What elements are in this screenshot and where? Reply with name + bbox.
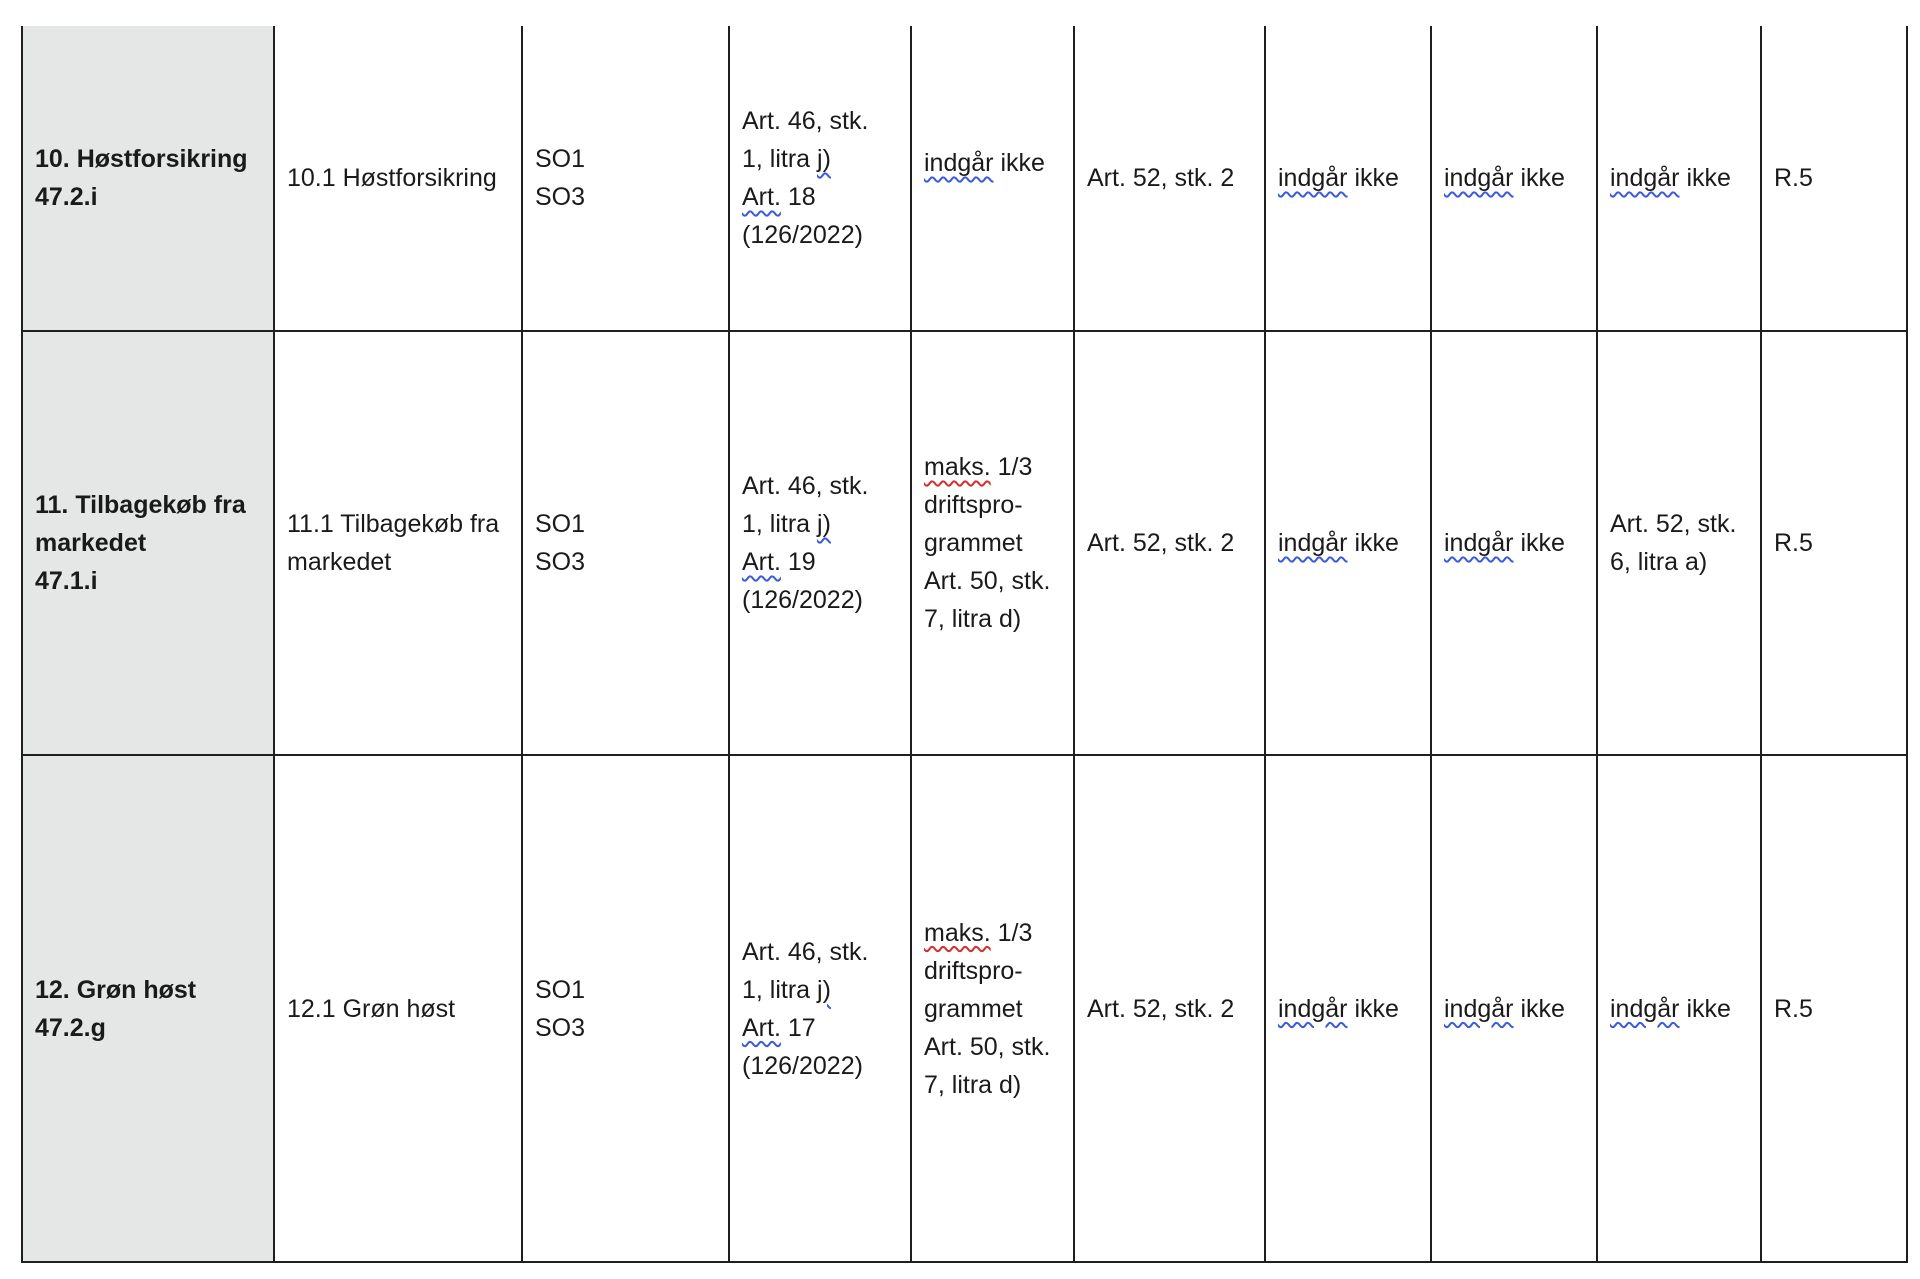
- spellcheck-underlined-text: maks.: [924, 918, 991, 947]
- status-value: ikke: [1513, 994, 1565, 1023]
- legal-ref-line: (126/2022): [742, 586, 863, 614]
- legal-ref-line: Art. 46, stk.: [742, 937, 869, 966]
- share-text: 7, litra d): [924, 605, 1022, 633]
- measure-title: 11. Tilbagekøb fra: [35, 491, 246, 519]
- objective-code: SO1: [535, 975, 586, 1004]
- legal-ref-text: 1, litra: [742, 145, 818, 173]
- spellcheck-underlined-text: indgår: [1278, 529, 1348, 557]
- spellcheck-underlined-text: indgår: [1444, 164, 1514, 192]
- spellcheck-underlined-text: Art.: [742, 548, 781, 576]
- table-row: [22, 331, 1907, 755]
- share-cell: [911, 26, 1074, 331]
- measure-cell: [22, 331, 274, 755]
- result-indicator-cell: [1761, 331, 1907, 755]
- table-row: [22, 26, 1907, 331]
- sub-measure-cell: [274, 331, 522, 755]
- status-value: ikke: [1347, 994, 1399, 1023]
- table-row: [22, 755, 1907, 1262]
- spellcheck-underlined-text: indgår: [1610, 994, 1680, 1023]
- article-52-text: Art. 52, stk. 2: [1087, 994, 1235, 1023]
- share-text: grammet: [924, 529, 1023, 557]
- measure-code: 47.2.g: [35, 1013, 106, 1042]
- result-indicator: R.5: [1774, 164, 1813, 192]
- sub-measure-cell: [274, 755, 522, 1262]
- measure-cell: [22, 755, 274, 1262]
- measure-title: 12. Grøn høst: [35, 975, 197, 1004]
- share-text: driftspro-: [924, 956, 1023, 985]
- status-cell: [1431, 755, 1597, 1262]
- status-value: ikke: [1513, 529, 1565, 557]
- legal-ref-text: 19: [780, 548, 816, 576]
- share-text: [924, 448, 1061, 486]
- objective-cell: [522, 331, 729, 755]
- status-text: [1278, 990, 1418, 1028]
- result-indicator-cell: [1761, 26, 1907, 331]
- result-indicator: R.5: [1774, 994, 1813, 1023]
- status-value: ikke: [1679, 994, 1731, 1023]
- result-indicator-cell: [1761, 755, 1907, 1262]
- sub-measure-text: 10.1 Høstforsikring: [287, 164, 497, 192]
- share-text: 7, litra d): [924, 1070, 1022, 1099]
- legal-ref-line: (126/2022): [742, 221, 863, 249]
- legal-ref-text: 1, litra: [742, 510, 818, 538]
- objective-cell: [522, 755, 729, 1262]
- legal-ref-line: Art. 46, stk.: [742, 472, 869, 500]
- article-52-text: Art. 52, stk. 2: [1087, 529, 1235, 557]
- status-text: Art. 52, stk.: [1610, 510, 1737, 538]
- legal-ref-text: 17: [780, 1013, 816, 1042]
- legal-basis-cell: [729, 755, 911, 1262]
- legal-ref-line: [742, 140, 898, 178]
- legal-basis-cell: [729, 331, 911, 755]
- status-cell: [1265, 26, 1431, 331]
- legal-ref-line: Art. 46, stk.: [742, 107, 869, 135]
- sub-measure-text: markedet: [287, 548, 392, 576]
- measure-title: 10. Høstforsikring: [35, 145, 248, 173]
- spellcheck-underlined-text: j): [817, 975, 831, 1004]
- spellcheck-underlined-text: indgår: [924, 149, 994, 177]
- share-value: ikke: [993, 149, 1045, 177]
- status-cell: [1597, 26, 1761, 331]
- status-value: ikke: [1513, 164, 1565, 192]
- status-cell: [1265, 331, 1431, 755]
- legal-ref-line: (126/2022): [742, 1051, 863, 1080]
- status-text: [1444, 159, 1584, 197]
- sub-measure-text: 11.1 Tilbagekøb fra: [287, 510, 500, 538]
- article-52-cell: [1074, 26, 1265, 331]
- measure-cell: [22, 26, 274, 331]
- objective-cell: [522, 26, 729, 331]
- status-text: [1444, 524, 1584, 562]
- sub-measure-text: 12.1 Grøn høst: [287, 994, 456, 1023]
- legal-ref-text: 18: [780, 183, 816, 211]
- status-text: [1610, 159, 1748, 197]
- status-value: ikke: [1347, 529, 1399, 557]
- legal-ref-line: [742, 505, 898, 543]
- share-value: 1/3: [990, 918, 1033, 947]
- legal-ref-line: [742, 543, 898, 581]
- spellcheck-underlined-text: indgår: [1610, 164, 1680, 192]
- legal-ref-line: [742, 971, 898, 1009]
- measure-code: 47.2.i: [35, 183, 98, 211]
- share-cell: [911, 331, 1074, 755]
- status-text: 6, litra a): [1610, 548, 1708, 576]
- status-cell: [1597, 755, 1761, 1262]
- status-text: [1278, 524, 1418, 562]
- legal-ref-text: 1, litra: [742, 975, 818, 1004]
- share-value: 1/3: [990, 453, 1033, 481]
- share-text: Art. 50, stk.: [924, 567, 1051, 595]
- status-text: [1444, 990, 1584, 1028]
- status-value: ikke: [1347, 164, 1399, 192]
- status-cell: [1597, 331, 1761, 755]
- spellcheck-underlined-text: indgår: [1444, 994, 1514, 1023]
- share-text: Art. 50, stk.: [924, 1032, 1051, 1061]
- status-cell: [1265, 755, 1431, 1262]
- share-text: grammet: [924, 994, 1023, 1023]
- status-text: [1610, 990, 1748, 1028]
- status-cell: [1431, 26, 1597, 331]
- objective-code: SO3: [535, 183, 586, 211]
- measure-title: markedet: [35, 529, 147, 557]
- objective-code: SO1: [535, 510, 586, 538]
- legal-ref-line: [742, 178, 898, 216]
- spellcheck-underlined-text: Art.: [742, 183, 781, 211]
- status-text: [1278, 159, 1418, 197]
- share-text: [924, 914, 1061, 952]
- spellcheck-underlined-text: Art.: [742, 1013, 781, 1042]
- spellcheck-underlined-text: j): [817, 145, 831, 173]
- article-52-cell: [1074, 331, 1265, 755]
- measure-code: 47.1.i: [35, 567, 98, 595]
- spellcheck-underlined-text: maks.: [924, 453, 991, 481]
- spellcheck-underlined-text: indgår: [1444, 529, 1514, 557]
- spellcheck-underlined-text: j): [817, 510, 831, 538]
- objective-code: SO3: [535, 548, 586, 576]
- share-text: driftspro-: [924, 491, 1023, 519]
- article-52-cell: [1074, 755, 1265, 1262]
- status-value: ikke: [1679, 164, 1731, 192]
- article-52-text: Art. 52, stk. 2: [1087, 164, 1235, 192]
- objective-code: SO1: [535, 145, 586, 173]
- status-cell: [1431, 331, 1597, 755]
- share-text: [924, 144, 1061, 182]
- result-indicator: R.5: [1774, 529, 1813, 557]
- objective-code: SO3: [535, 1013, 586, 1042]
- measures-table: [21, 26, 1908, 1263]
- legal-basis-cell: [729, 26, 911, 331]
- sub-measure-cell: [274, 26, 522, 331]
- spellcheck-underlined-text: indgår: [1278, 994, 1348, 1023]
- legal-ref-line: [742, 1009, 898, 1047]
- share-cell: [911, 755, 1074, 1262]
- spellcheck-underlined-text: indgår: [1278, 164, 1348, 192]
